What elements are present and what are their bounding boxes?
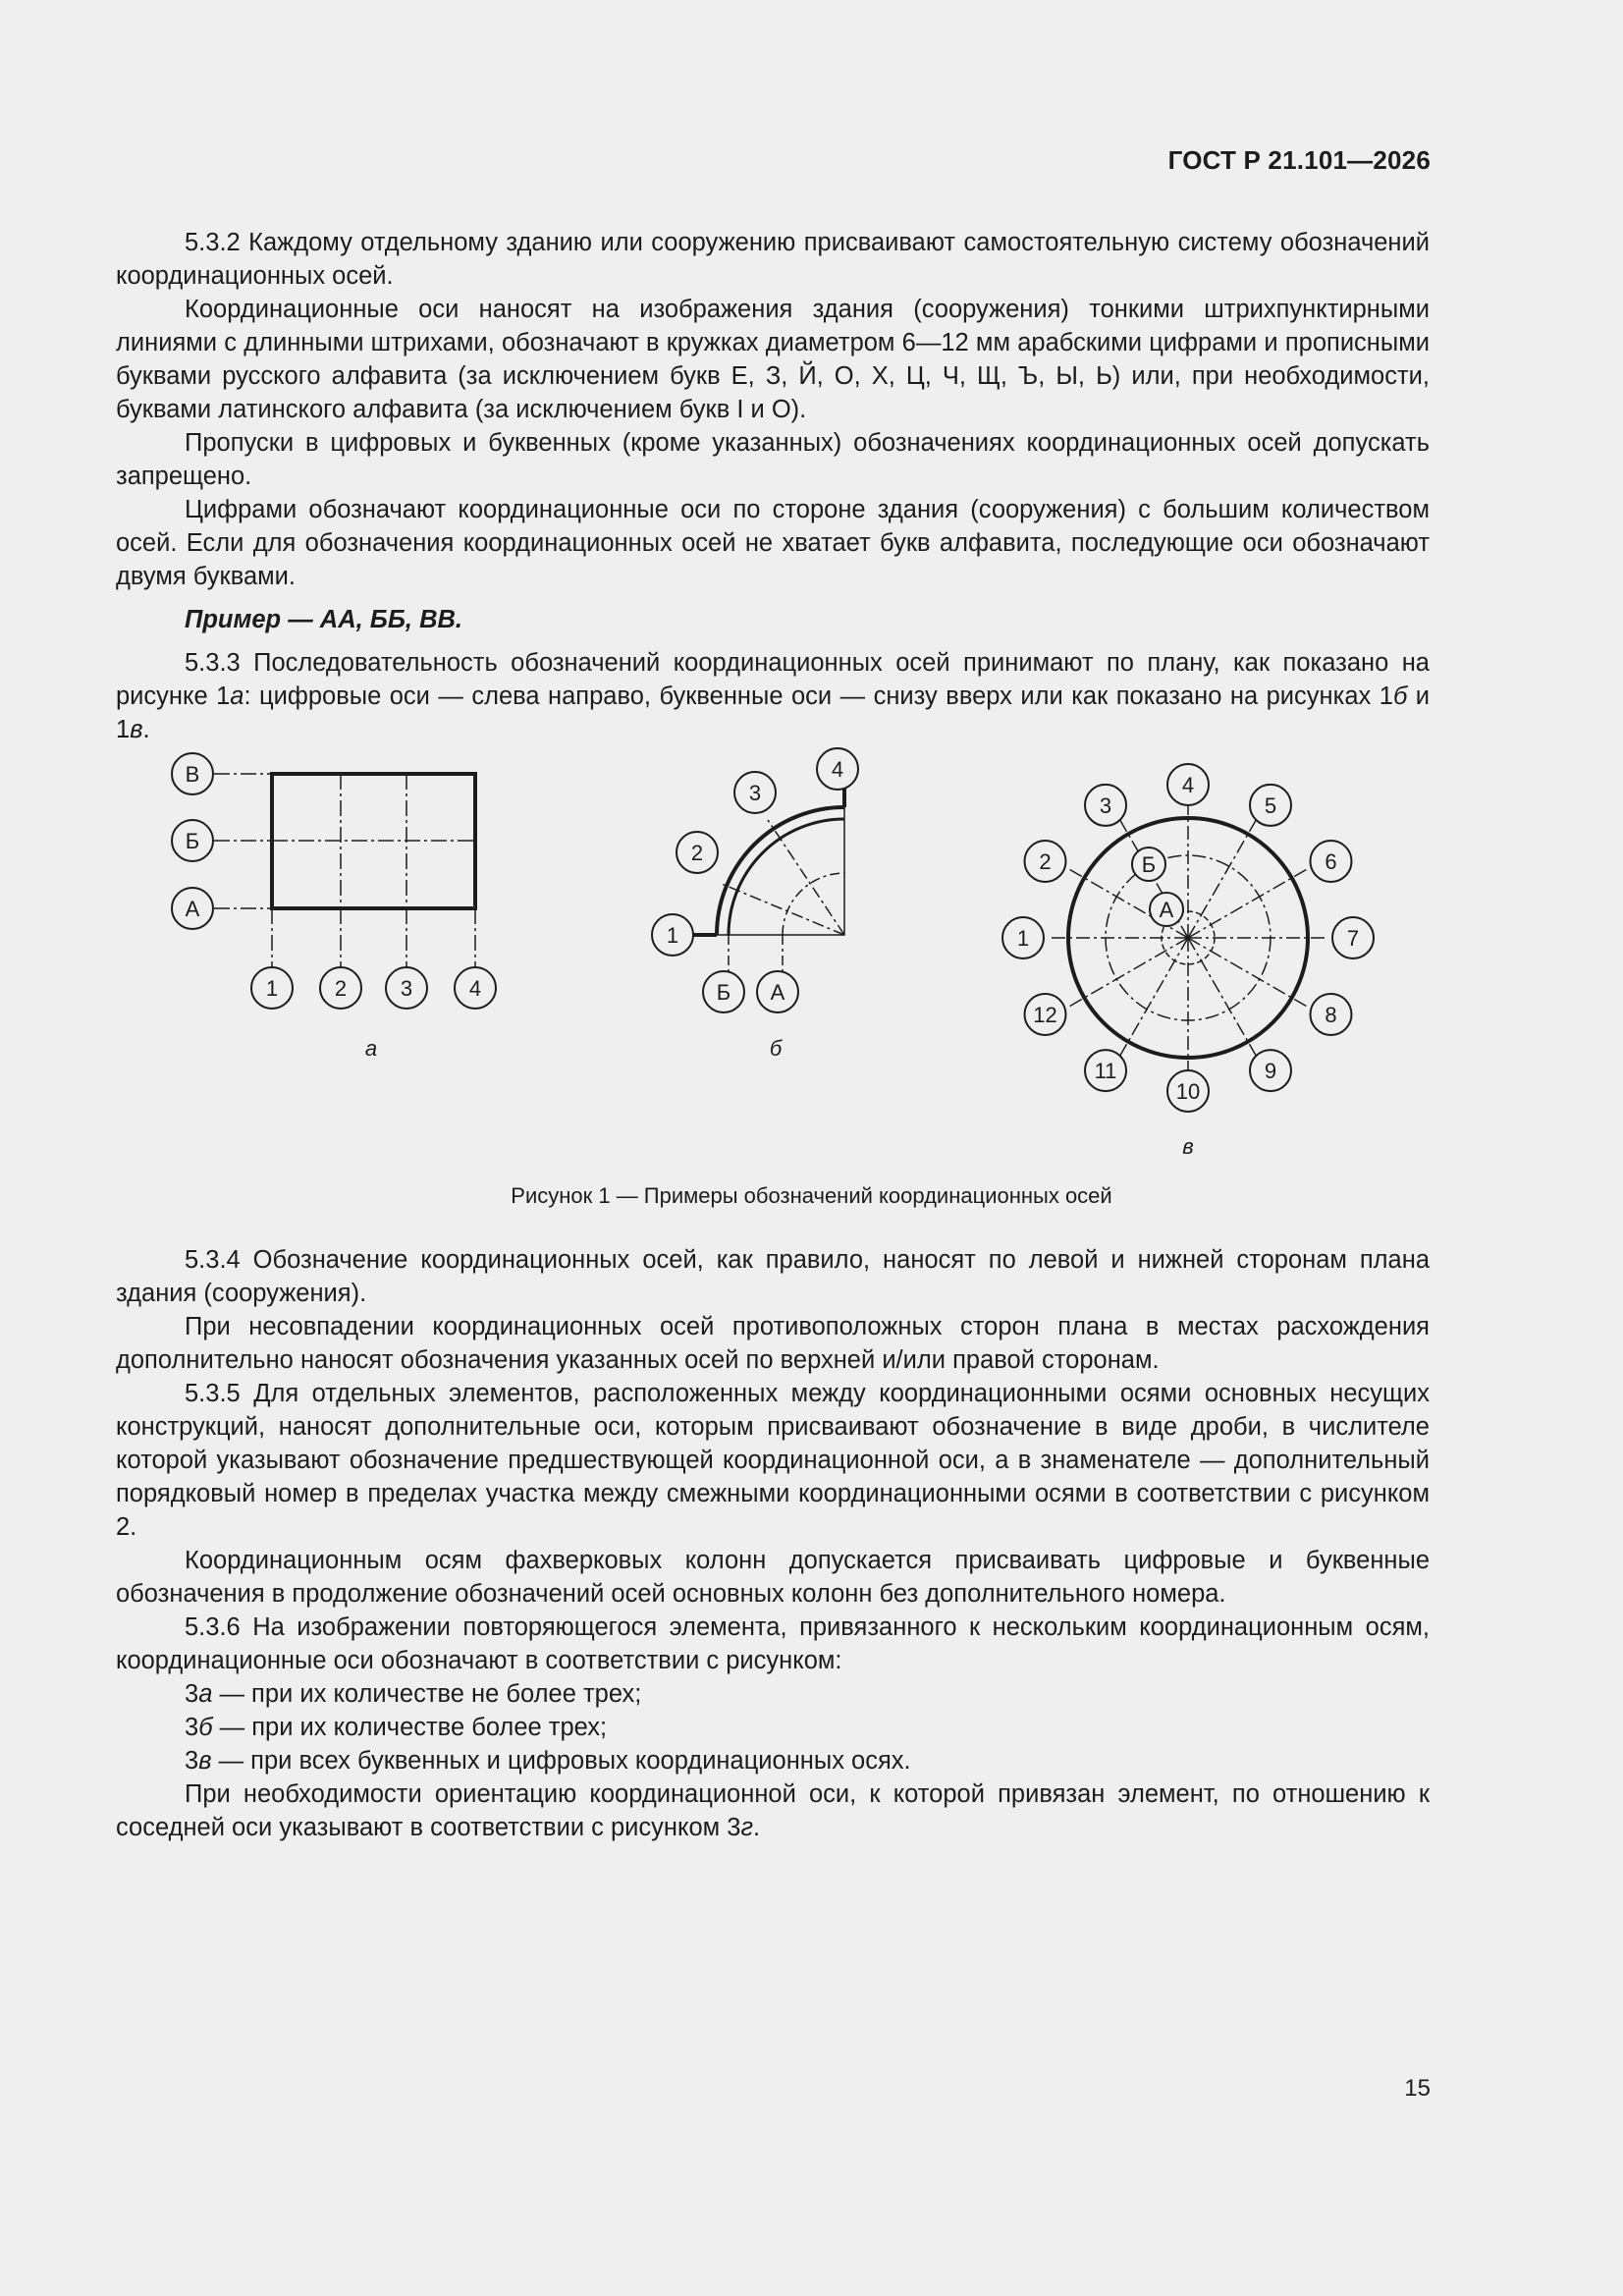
axis-marker-letter xyxy=(703,971,744,1012)
axis-marker-number xyxy=(1085,785,1126,826)
axis-marker-label: 5 xyxy=(1264,793,1277,818)
radial-axis-line xyxy=(1069,938,1188,1007)
radial-axis-line xyxy=(1119,938,1188,1057)
paragraph-5-3-4: 5.3.4 Обозначение координационных осей, как правило, наносят по левой и нижней сторонам плана здания (сооружения). xyxy=(116,1246,1430,1307)
figure-ref-c: в xyxy=(130,716,143,743)
axis-marker-number xyxy=(1002,917,1044,958)
axis-marker-label: 8 xyxy=(1325,1003,1337,1027)
axis-marker-letter xyxy=(172,820,213,861)
paragraph-axes-drawing: Координационные оси наносят на изображения здания (сооружения) тонкими штрихпунктирными линиями с длинными штрихами, обозначают в кружках диаметром 6—12 мм арабскими цифрами и прописными буквами русского алфавита (за исключением букв Е, З, Й, О, Х, Ц, Ч, Щ, Ъ, Ы, Ь) или, при необходимости, буквами латинского алфавита (за исключением букв I и O). xyxy=(116,296,1430,423)
axis-marker-number xyxy=(1167,764,1209,805)
axis-marker-label: Б xyxy=(1141,852,1157,877)
axis-marker-label: 4 xyxy=(831,757,844,782)
paragraph-gaps: Пропуски в цифровых и буквенных (кроме указанных) обозначениях координационных осей допускать запрещено. xyxy=(116,429,1430,490)
axis-marker-letter xyxy=(172,753,213,794)
list-item-letter: в xyxy=(198,1747,212,1775)
axis-marker-label: 2 xyxy=(690,841,704,865)
axis-marker-number xyxy=(320,967,361,1009)
axis-marker-number xyxy=(1250,785,1291,826)
figure-c-label: в xyxy=(1182,1134,1194,1159)
paragraph-orientation-end: . xyxy=(753,1814,761,1841)
example-line: Пример — АА, ББ, ВВ. xyxy=(185,606,462,633)
paragraph-mismatch: При несовпадении координационных осей противоположных сторон плана в местах расхождения дополнительно наносят обозначения указанных осей по верхней и/или правой сторонам. xyxy=(116,1313,1430,1374)
axis-marker-label: Б xyxy=(185,829,200,853)
axis-marker-number xyxy=(817,748,858,790)
paragraph-5-3-3-part-d: . xyxy=(142,716,150,743)
axis-marker-label: 3 xyxy=(400,976,413,1001)
axis-marker-label: 1 xyxy=(1016,926,1030,951)
axis-marker-label: В xyxy=(185,762,200,787)
radial-axis-line xyxy=(1188,869,1307,938)
axis-marker-letter xyxy=(172,888,213,929)
axis-marker-number xyxy=(1167,1070,1209,1112)
axis-marker-label: 4 xyxy=(468,976,482,1001)
figure-ref-a: а xyxy=(230,683,244,710)
figure-a-label: а xyxy=(364,1036,378,1061)
paragraph-orientation-text: При необходимости ориентацию координационной оси, к которой привязан элемент, по отношению к соседней оси указывают в соответствии с рисунком 3 xyxy=(116,1780,1430,1841)
list-item-letter: б xyxy=(198,1714,213,1741)
text-block-bottom xyxy=(116,1243,1430,1844)
figure-ref-g: г xyxy=(740,1814,754,1841)
axis-marker-label: 11 xyxy=(1094,1059,1117,1084)
axis-marker-label: 2 xyxy=(334,976,348,1001)
figure-b-label: б xyxy=(769,1036,783,1061)
axis-marker-label: 10 xyxy=(1175,1079,1201,1104)
paragraph-digits: Цифрами обозначают координационные оси по стороне здания (сооружения) с большим количеством осей. Если для обозначения координационных осей не хватает букв алфавита, последующие оси обозначают двумя буквами. xyxy=(116,496,1430,590)
axis-marker-label: 12 xyxy=(1033,1003,1057,1027)
figure-b xyxy=(690,786,844,972)
list-item-number: 3 xyxy=(185,1680,199,1708)
list-item-text: — при их количестве не более трех; xyxy=(212,1680,642,1708)
axis-marker-number xyxy=(1310,841,1351,882)
axis-marker-label: А xyxy=(185,897,200,921)
axis-marker-number xyxy=(1085,1050,1126,1091)
axis-marker-number xyxy=(386,967,427,1009)
list-item-number: 3 xyxy=(185,1747,199,1775)
axis-marker-number xyxy=(1250,1050,1291,1091)
list-item xyxy=(116,1677,1430,1711)
axis-marker-label: 7 xyxy=(1346,926,1360,951)
axis-marker-label: А xyxy=(1159,898,1174,922)
axis-marker-number xyxy=(1310,994,1351,1035)
paragraph-5-3-3-part-b: : цифровые оси — слева направо, буквенные оси — снизу вверх или как показано на рисунках 1 xyxy=(243,683,1393,710)
axis-marker-label: 9 xyxy=(1264,1059,1277,1084)
axis-marker-number xyxy=(676,832,718,873)
paragraph-5-3-5: 5.3.5 Для отдельных элементов, расположенных между координационными осями основных несущих конструкций, наносят дополнительные оси, которым присваивают обозначение в виде дроби, в числителе которой указывают обозначение предшествующей координационной оси, а в знаменателе — дополнительный порядковый номер в пределах участка между смежными координационными осями в соответствии с рисунком 2. xyxy=(116,1380,1430,1541)
radial-axis-line xyxy=(1188,819,1257,938)
axis-marker-letter xyxy=(1150,893,1183,926)
axis-marker-label: 2 xyxy=(1039,849,1052,874)
axis-marker-label: А xyxy=(770,980,785,1005)
page-number: 15 xyxy=(1404,2075,1431,2102)
axis-marker-number xyxy=(652,914,693,956)
axis-marker-label: 3 xyxy=(1099,793,1112,818)
paragraph-orientation xyxy=(116,1777,1430,1844)
paragraph-5-3-2: 5.3.2 Каждому отдельному зданию или сооружению присваивают самостоятельную систему обозначений координационных осей. xyxy=(116,229,1430,290)
axis-marker-label: 6 xyxy=(1325,849,1337,874)
axis-marker-label: Б xyxy=(716,980,731,1005)
axis-marker-label: 1 xyxy=(265,976,279,1001)
radial-axis-line xyxy=(1188,938,1257,1057)
list-item xyxy=(116,1744,1430,1777)
axis-marker-number xyxy=(1332,917,1374,958)
axis-marker-label: 3 xyxy=(748,781,762,805)
paragraph-5-3-6: 5.3.6 На изображении повторяющегося элемента, привязанного к нескольким координационным осям, координационные оси обозначают в соответствии с рисунком: xyxy=(116,1613,1430,1674)
figure-ref-b: б xyxy=(1392,683,1408,710)
axis-marker-label: 4 xyxy=(1181,773,1195,797)
axis-marker-number xyxy=(1025,841,1066,882)
figure-c xyxy=(1051,800,1325,1075)
axis-marker-number xyxy=(251,967,293,1009)
radial-axis-line xyxy=(1188,938,1307,1007)
axis-marker-number xyxy=(1025,994,1066,1035)
axis-marker-label: 1 xyxy=(666,923,679,948)
axis-marker-number xyxy=(455,967,496,1009)
paragraph-5-3-3-part-c: и 1 xyxy=(116,683,1430,743)
axis-marker-letter xyxy=(1132,847,1165,881)
list-item xyxy=(116,1711,1430,1744)
figure-a xyxy=(214,774,475,970)
list-item-number: 3 xyxy=(185,1714,199,1741)
axis-marker-letter xyxy=(757,971,798,1012)
document-header: ГОСТ Р 21.101—2026 xyxy=(1167,145,1431,175)
list-item-text: — при всех буквенных и цифровых координационных осях. xyxy=(211,1747,911,1775)
paragraph-fachwerk: Координационным осям фахверковых колонн допускается присваивать цифровые и буквенные обозначения в продолжение обозначений осей основных колонн без дополнительного номера. xyxy=(116,1547,1430,1608)
list-item-letter: а xyxy=(198,1680,213,1708)
paragraph-5-3-3-part-a: 5.3.3 Последовательность обозначений координационных осей принимают по плану, как показано на рисунке 1 xyxy=(116,649,1430,710)
axis-marker-number xyxy=(734,772,776,813)
figure-caption: Рисунок 1 — Примеры обозначений координационных осей xyxy=(511,1183,1112,1208)
list-item-text: — при их количестве более трех; xyxy=(212,1714,608,1741)
